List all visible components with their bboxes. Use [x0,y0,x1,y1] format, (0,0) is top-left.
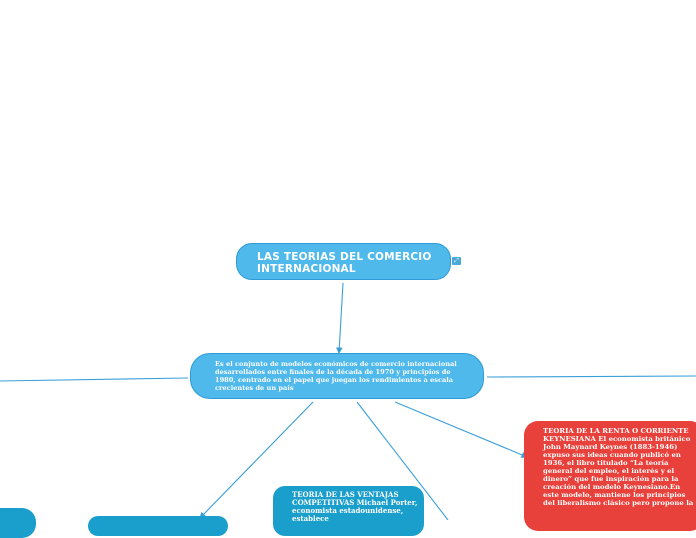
partial-node-bottom-center[interactable] [88,516,228,536]
definition-text: Es el conjunto de modelos económicos de comercio internacional desarrollados entre finales de la década de 1970 y principios de 1980, centrado en el papel que juegan los rendimientos a escala crecientes de un país [215,360,457,392]
mindmap-link-icon[interactable]: ⤢ [452,257,461,265]
definition-node[interactable] [190,353,484,399]
root-topic-title: LAS TEORIAS DEL COMERCIO INTERNACIONAL [257,251,432,275]
ventajas-competitivas-node[interactable] [273,486,424,536]
renta-keynesiana-node[interactable] [524,421,696,531]
connector-definition-renta [395,402,527,457]
partial-node-bottom-left[interactable] [0,508,36,538]
connector-definition-left [0,378,188,381]
root-topic-node[interactable] [236,243,451,280]
connector-root-definition [339,283,343,353]
ventajas-competitivas-text: TEORIA DE LAS VENTAJAS COMPETITIVAS Michael Porter, economista estadounidense, establece [292,490,418,523]
renta-keynesiana-text: TEORIA DE LA RENTA O CORRIENTE KEYNESIANA El economista británico John Maynard Keynes (1883-1946) expuso sus ideas cuando publicó en 1936, el libro titulado “La teoría general del empleo, el interés y el dinero” que fue inspiración para la creación del modelo Keynesiano.En este modelo, mantiene los principios del liberalismo clásico pero propone la [543,427,694,507]
connector-definition-right [487,376,696,377]
